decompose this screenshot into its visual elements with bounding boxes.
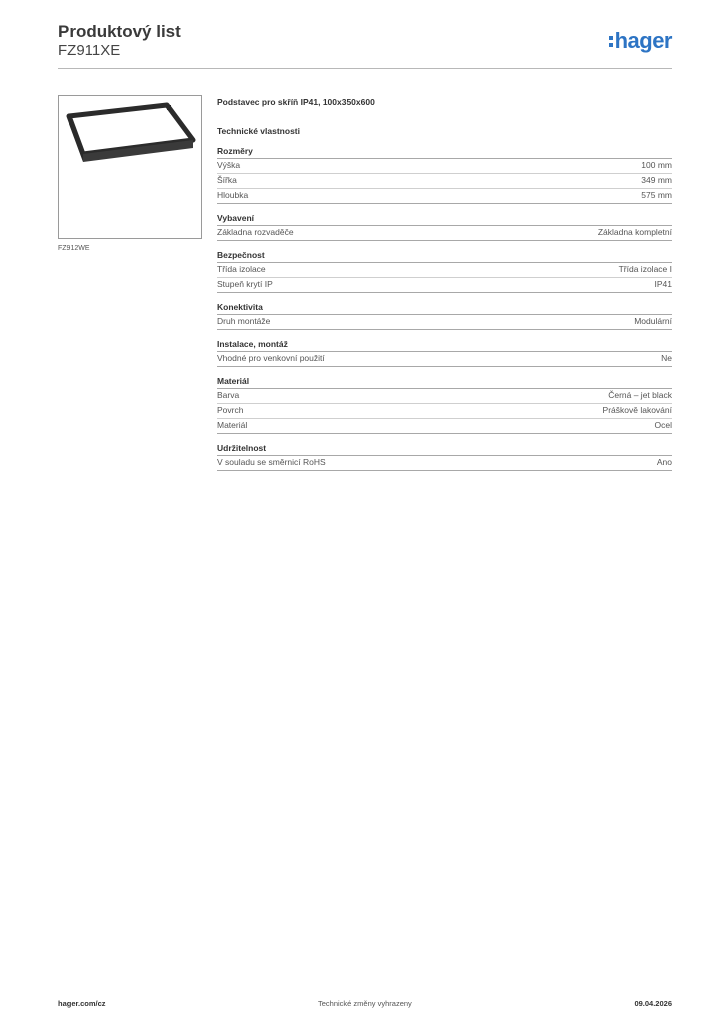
- section-title: Materiál: [217, 376, 672, 389]
- technical-properties-heading: Technické vlastnosti: [217, 126, 300, 136]
- page-title: Produktový list: [58, 22, 181, 41]
- property-section: [217, 376, 672, 434]
- property-value: Černá – jet black: [608, 390, 672, 400]
- property-value: 100 mm: [641, 160, 672, 170]
- section-title: Instalace, montáž: [217, 339, 672, 352]
- property-row: [217, 226, 672, 241]
- property-label: Materiál: [217, 420, 248, 430]
- property-section: [217, 250, 672, 293]
- product-code: FZ911XE: [58, 42, 121, 59]
- product-details: [217, 95, 672, 471]
- property-row: [217, 174, 672, 189]
- footer-note: Technické změny vyhrazeny: [318, 999, 412, 1008]
- section-title: Vybavení: [217, 213, 672, 226]
- logo-dots-icon: [609, 36, 613, 47]
- property-label: V souladu se směrnicí RoHS: [217, 457, 326, 467]
- page-header: [58, 20, 672, 68]
- property-label: Vhodné pro venkovní použití: [217, 353, 325, 363]
- property-label: Povrch: [217, 405, 244, 415]
- property-label: Šířka: [217, 175, 237, 185]
- section-title: Udržitelnost: [217, 443, 672, 456]
- property-value: Třída izolace I: [618, 264, 672, 274]
- property-row: [217, 456, 672, 471]
- property-sections: [217, 146, 672, 471]
- property-label: Základna rozvaděče: [217, 227, 294, 237]
- property-row: [217, 315, 672, 330]
- section-title: Konektivita: [217, 302, 672, 315]
- property-row: [217, 159, 672, 174]
- section-title: Rozměry: [217, 146, 672, 159]
- property-label: Druh montáže: [217, 316, 271, 326]
- property-section: [217, 146, 672, 204]
- property-value: 349 mm: [641, 175, 672, 185]
- frame-base-product-icon: [59, 96, 201, 238]
- property-value: Základna kompletní: [597, 227, 672, 237]
- property-section: [217, 339, 672, 367]
- property-label: Třída izolace: [217, 264, 266, 274]
- property-row: [217, 278, 672, 293]
- property-row: [217, 389, 672, 404]
- product-name: Podstavec pro skříň IP41, 100x350x600: [217, 97, 375, 107]
- property-section: [217, 443, 672, 471]
- logo-text: hager: [614, 28, 672, 53]
- property-row: [217, 189, 672, 204]
- property-section: [217, 213, 672, 241]
- property-value: Ano: [656, 457, 672, 467]
- property-value: Modulární: [634, 316, 672, 326]
- footer-date: 09.04.2026: [634, 999, 672, 1008]
- property-section: [217, 302, 672, 330]
- header-divider: [58, 68, 672, 69]
- property-value: 575 mm: [641, 190, 672, 200]
- product-image: [58, 95, 202, 239]
- property-value: IP41: [654, 279, 672, 289]
- property-value: Ne: [661, 353, 672, 363]
- property-row: [217, 419, 672, 434]
- property-value: Práškově lakování: [602, 405, 672, 415]
- property-value: Ocel: [654, 420, 672, 430]
- property-row: [217, 263, 672, 278]
- property-row: [217, 352, 672, 367]
- property-label: Výška: [217, 160, 241, 170]
- property-row: [217, 404, 672, 419]
- property-label: Hloubka: [217, 190, 249, 200]
- footer-website-link[interactable]: hager.com/cz: [58, 999, 106, 1008]
- property-label: Stupeň krytí IP: [217, 279, 273, 289]
- section-title: Bezpečnost: [217, 250, 672, 263]
- hager-logo[interactable]: [609, 30, 672, 52]
- property-label: Barva: [217, 390, 240, 400]
- image-caption: FZ912WE: [58, 245, 90, 252]
